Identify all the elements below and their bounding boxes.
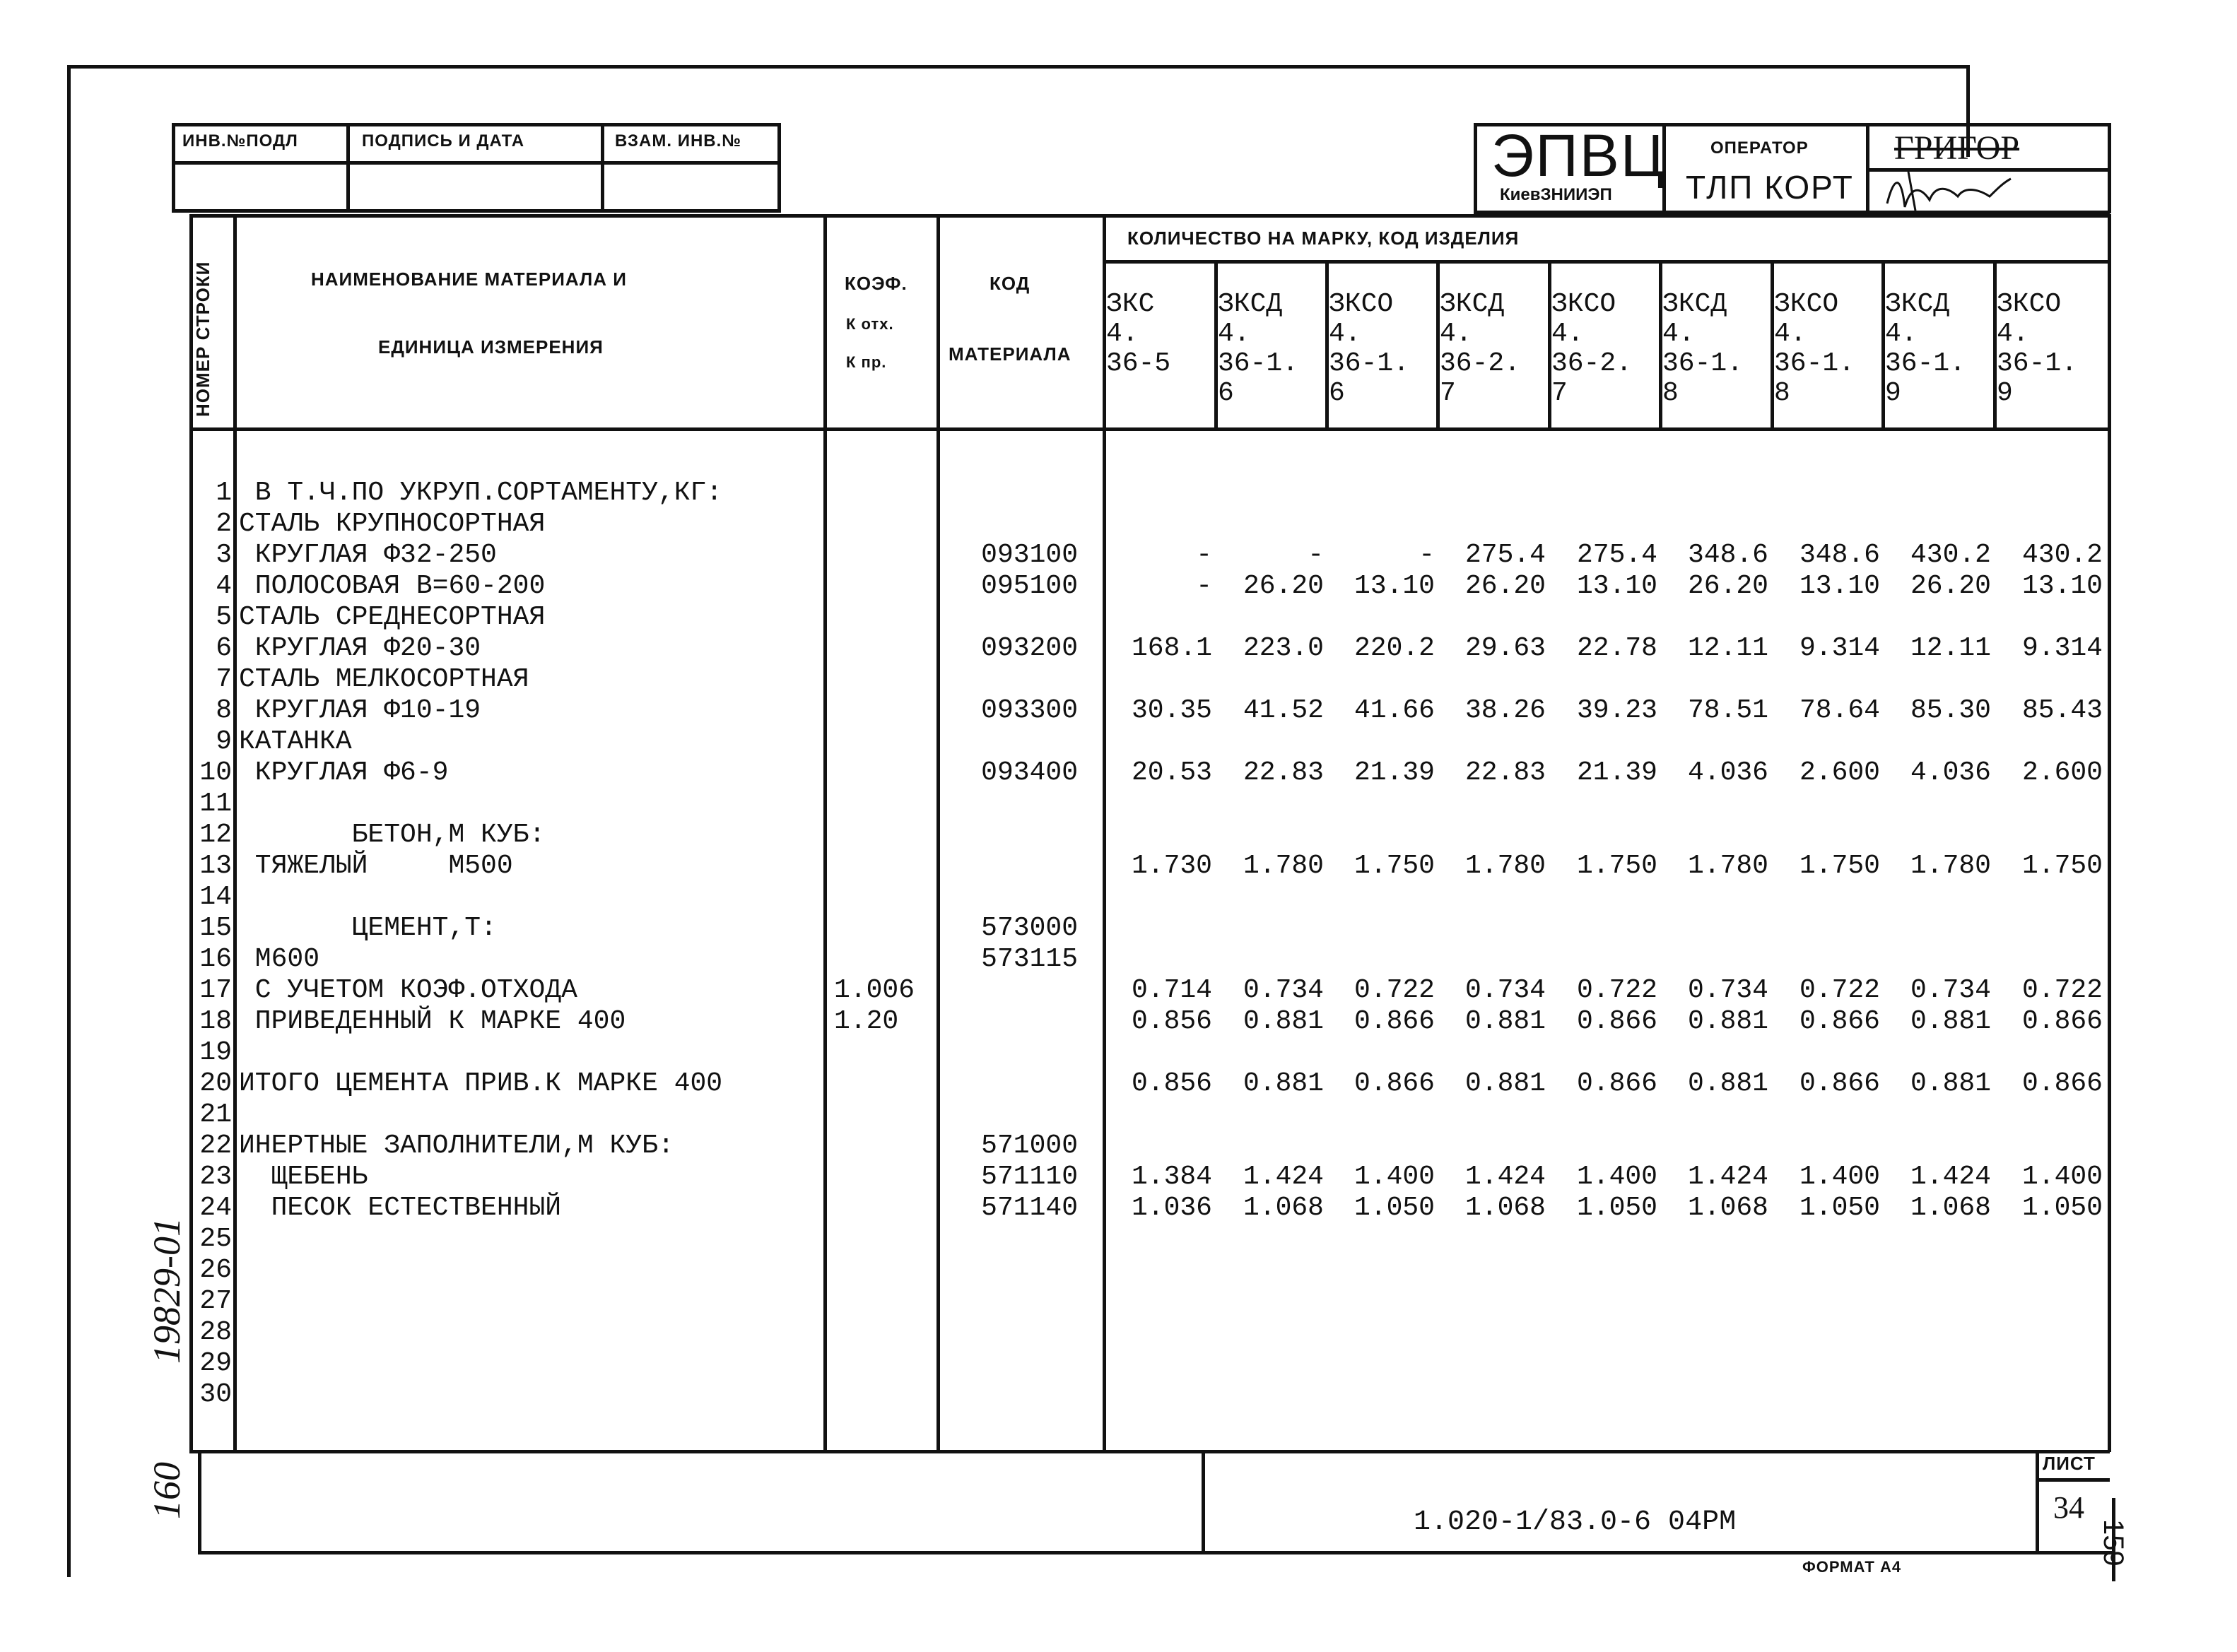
quantity-cell: 4.036 — [1687, 757, 1768, 788]
operator-label: ОПЕРАТОР — [1710, 138, 1809, 158]
row-number: 10 — [199, 757, 232, 788]
material-name: СТАЛЬ СРЕДНЕСОРТНАЯ — [239, 602, 546, 632]
quantity-cell: 1.750 — [1799, 851, 1880, 881]
mark-header-7-line-1: ЗКСО — [1774, 289, 1839, 319]
mark-header-9-line-3: 36-1. — [1997, 348, 2078, 379]
quantity-cell: 26.20 — [1687, 571, 1768, 601]
operator-value: ТЛП КОРТ — [1686, 169, 1854, 206]
material-code: 571000 — [981, 1131, 1078, 1161]
quantity-cell: - — [1419, 540, 1435, 570]
quantity-cell: 1.036 — [1131, 1193, 1212, 1223]
mark-header-5-line-3: 36-2. — [1551, 348, 1633, 379]
row-number: 29 — [199, 1348, 232, 1379]
quantity-cell: 4.036 — [1910, 757, 1991, 788]
quantity-cell: 220.2 — [1354, 633, 1435, 663]
quantity-cell: 26.20 — [1910, 571, 1991, 601]
quantity-cell: 0.881 — [1687, 1068, 1768, 1099]
quantity-cell: 1.400 — [2021, 1162, 2103, 1192]
row-number: 20 — [199, 1068, 232, 1099]
quantity-cell: 275.4 — [1576, 540, 1657, 570]
row-number: 3 — [216, 540, 232, 570]
quantity-cell: 26.20 — [1243, 571, 1324, 601]
material-name: ЦЕМЕНТ,Т: — [239, 913, 497, 943]
row-number: 1 — [216, 478, 232, 508]
quantity-cell: 0.866 — [1576, 1006, 1657, 1037]
quantity-cell: 78.51 — [1687, 695, 1768, 726]
quantity-cell: 0.881 — [1687, 1006, 1768, 1037]
quantity-cell: 1.780 — [1687, 851, 1768, 881]
row-number: 16 — [199, 944, 232, 974]
stamp-inv-podl: ИНВ.№ПОДЛ — [182, 131, 298, 151]
mark-header-7-line-3: 36-1. — [1774, 348, 1855, 379]
col-coef-header-1: КОЭФ. — [845, 273, 908, 294]
row-number: 9 — [216, 726, 232, 757]
quantity-cell: 29.63 — [1464, 633, 1546, 663]
row-number: 24 — [199, 1193, 232, 1223]
material-code: 093300 — [981, 695, 1078, 726]
row-number: 25 — [199, 1224, 232, 1254]
quantity-cell: 13.10 — [2021, 571, 2103, 601]
material-code: 093200 — [981, 633, 1078, 663]
quantity-cell: 1.050 — [1799, 1193, 1880, 1223]
quantity-cell: 0.881 — [1243, 1068, 1324, 1099]
quantity-cell: 0.734 — [1910, 975, 1991, 1005]
mark-header-3-line-1: ЗКСО — [1329, 289, 1394, 319]
quantity-cell: 0.734 — [1243, 975, 1324, 1005]
quantity-cell: 223.0 — [1243, 633, 1324, 663]
mark-header-4-line-2: 4. — [1440, 319, 1472, 349]
quantity-cell: 9.314 — [2021, 633, 2103, 663]
quantity-cell: 1.424 — [1687, 1162, 1768, 1192]
mark-header-4-line-1: ЗКСД — [1440, 289, 1505, 319]
quantity-cell: 22.83 — [1464, 757, 1546, 788]
row-number: 5 — [216, 602, 232, 632]
mark-header-9-line-2: 4. — [1997, 319, 2029, 349]
row-number: 4 — [216, 571, 232, 601]
material-name: КРУГЛАЯ Ф6-9 — [239, 757, 449, 788]
mark-header-8-line-2: 4. — [1885, 319, 1918, 349]
quantity-cell: 0.881 — [1243, 1006, 1324, 1037]
quantity-cell: 1.050 — [1576, 1193, 1657, 1223]
quantity-cell: 85.43 — [2021, 695, 2103, 726]
quantity-cell: 1.424 — [1910, 1162, 1991, 1192]
quantity-cell: 0.866 — [1799, 1006, 1880, 1037]
col-code-header-2: МАТЕРИАЛА — [949, 343, 1071, 365]
quantity-cell: 0.722 — [1799, 975, 1880, 1005]
mark-header-5-line-4: 7 — [1551, 378, 1568, 408]
quantity-cell: 1.750 — [1576, 851, 1657, 881]
mark-header-1-line-2: 4. — [1106, 319, 1139, 349]
material-code: 571110 — [981, 1162, 1078, 1192]
doc-code: 1.020-1/83.0-6 04РМ — [1414, 1506, 1737, 1538]
quantity-cell: 9.314 — [1799, 633, 1880, 663]
quantity-cell: 348.6 — [1687, 540, 1768, 570]
quantity-cell: 1.050 — [1354, 1193, 1435, 1223]
quantity-cell: 12.11 — [1910, 633, 1991, 663]
quantity-cell: 0.722 — [2021, 975, 2103, 1005]
quantity-cell: 0.881 — [1464, 1006, 1546, 1037]
quantity-cell: 1.384 — [1131, 1162, 1212, 1192]
quantity-cell: 0.866 — [2021, 1006, 2103, 1037]
side-number: 159 — [2098, 1519, 2129, 1567]
row-number: 19 — [199, 1037, 232, 1068]
quantity-cell: 0.866 — [1354, 1068, 1435, 1099]
signature-icon — [1880, 168, 2021, 218]
quantity-cell: - — [1308, 540, 1324, 570]
material-code: 573000 — [981, 913, 1078, 943]
quantity-cell: 1.780 — [1910, 851, 1991, 881]
quantity-cell: 0.881 — [1910, 1006, 1991, 1037]
quantity-cell: 0.866 — [1576, 1068, 1657, 1099]
material-code: 093400 — [981, 757, 1078, 788]
row-number: 15 — [199, 913, 232, 943]
sheet-label: ЛИСТ — [2043, 1453, 2096, 1474]
quantity-cell: 1.068 — [1243, 1193, 1324, 1223]
material-name: КАТАНКА — [239, 726, 352, 757]
material-name: КРУГЛАЯ Ф32-250 — [239, 540, 497, 570]
quantity-cell: 1.730 — [1131, 851, 1212, 881]
material-name: ТЯЖЕЛЫЙ М500 — [239, 851, 513, 881]
qty-header: КОЛИЧЕСТВО НА МАРКУ, КОД ИЗДЕЛИЯ — [1127, 228, 1520, 249]
material-name: ЩЕБЕНЬ — [239, 1162, 368, 1192]
quantity-cell: 2.600 — [1799, 757, 1880, 788]
quantity-cell: 0.866 — [2021, 1068, 2103, 1099]
quantity-cell: 0.866 — [1354, 1006, 1435, 1037]
quantity-cell: 1.400 — [1799, 1162, 1880, 1192]
quantity-cell: 1.424 — [1464, 1162, 1546, 1192]
row-number: 18 — [199, 1006, 232, 1037]
row-number: 8 — [216, 695, 232, 726]
mark-header-7-line-2: 4. — [1774, 319, 1807, 349]
quantity-cell: 0.734 — [1687, 975, 1768, 1005]
mark-header-5-line-1: ЗКСО — [1551, 289, 1616, 319]
mark-header-3-line-4: 6 — [1329, 378, 1345, 408]
mark-header-7-line-4: 8 — [1774, 378, 1790, 408]
quantity-cell: 1.780 — [1243, 851, 1324, 881]
row-number: 14 — [199, 882, 232, 912]
row-number: 21 — [199, 1099, 232, 1130]
quantity-cell: 22.78 — [1576, 633, 1657, 663]
row-number: 7 — [216, 664, 232, 695]
coefficient: 1.006 — [834, 975, 915, 1005]
format-label: ФОРМАТ А4 — [1802, 1558, 1902, 1576]
quantity-cell: - — [1196, 571, 1212, 601]
sheet-number: 34 — [2053, 1490, 2084, 1525]
material-name: ИНЕРТНЫЕ ЗАПОЛНИТЕЛИ,М КУБ: — [239, 1131, 674, 1161]
quantity-cell: 0.714 — [1131, 975, 1212, 1005]
col-coef-header-2: К отх. — [846, 315, 894, 333]
material-name: БЕТОН,М КУБ: — [239, 820, 546, 850]
material-code: 093100 — [981, 540, 1078, 570]
quantity-cell: 1.780 — [1464, 851, 1546, 881]
mark-header-6-line-2: 4. — [1662, 319, 1695, 349]
quantity-cell: 26.20 — [1464, 571, 1546, 601]
row-number: 13 — [199, 851, 232, 881]
mark-header-3-line-2: 4. — [1329, 319, 1361, 349]
quantity-cell: 41.66 — [1354, 695, 1435, 726]
quantity-cell: 13.10 — [1354, 571, 1435, 601]
quantity-cell: 85.30 — [1910, 695, 1991, 726]
material-name: ПРИВЕДЕННЫЙ К МАРКЕ 400 — [239, 1006, 626, 1037]
quantity-cell: 168.1 — [1131, 633, 1212, 663]
mark-header-2-line-1: ЗКСД — [1218, 289, 1283, 319]
row-number: 28 — [199, 1317, 232, 1347]
quantity-cell: 348.6 — [1799, 540, 1880, 570]
mark-header-1-line-1: ЗКС — [1106, 289, 1155, 319]
row-number: 2 — [216, 509, 232, 539]
quantity-cell: 1.400 — [1354, 1162, 1435, 1192]
quantity-cell: 39.23 — [1576, 695, 1657, 726]
material-name: В Т.Ч.ПО УКРУП.СОРТАМЕНТУ,КГ: — [239, 478, 723, 508]
material-name: С УЧЕТОМ КОЭФ.ОТХОДА — [239, 975, 577, 1005]
material-name: ИТОГО ЦЕМЕНТА ПРИВ.К МАРКЕ 400 — [239, 1068, 723, 1099]
row-number: 11 — [199, 789, 232, 819]
row-number: 27 — [199, 1286, 232, 1316]
stamp-podpis-data: ПОДПИСЬ И ДАТА — [362, 131, 525, 151]
quantity-cell: 41.52 — [1243, 695, 1324, 726]
quantity-cell: 13.10 — [1576, 571, 1657, 601]
mark-header-2-line-4: 6 — [1218, 378, 1234, 408]
quantity-cell: 1.750 — [1354, 851, 1435, 881]
col-rownum-header: НОМЕР СТРОКИ — [192, 261, 213, 417]
quantity-cell: 38.26 — [1464, 695, 1546, 726]
quantity-cell: 22.83 — [1243, 757, 1324, 788]
quantity-cell: 0.881 — [1464, 1068, 1546, 1099]
mark-header-6-line-1: ЗКСД — [1662, 289, 1727, 319]
quantity-cell: 275.4 — [1464, 540, 1546, 570]
quantity-cell: 0.722 — [1354, 975, 1435, 1005]
material-name: ПОЛОСОВАЯ В=60-200 — [239, 571, 546, 601]
mark-header-9-line-1: ЗКСО — [1997, 289, 2062, 319]
material-code: 571140 — [981, 1193, 1078, 1223]
coefficient: 1.20 — [834, 1006, 899, 1037]
material-code: 095100 — [981, 571, 1078, 601]
quantity-cell: 21.39 — [1354, 757, 1435, 788]
col-coef-header-3: К пр. — [846, 353, 887, 371]
org-subtitle: КиевЗНИИЭП — [1500, 185, 1612, 204]
mark-header-4-line-4: 7 — [1440, 378, 1456, 408]
quantity-cell: 1.068 — [1464, 1193, 1546, 1223]
mark-header-9-line-4: 9 — [1997, 378, 2013, 408]
quantity-cell: 78.64 — [1799, 695, 1880, 726]
quantity-cell: 430.2 — [2021, 540, 2103, 570]
margin-num: 160 — [146, 1462, 188, 1519]
margin-note: 19829-01 — [146, 1217, 188, 1364]
quantity-cell: 0.856 — [1131, 1068, 1212, 1099]
mark-header-8-line-4: 9 — [1885, 378, 1901, 408]
material-name: СТАЛЬ КРУПНОСОРТНАЯ — [239, 509, 546, 539]
quantity-cell: 21.39 — [1576, 757, 1657, 788]
row-number: 30 — [199, 1379, 232, 1410]
operator-name: ГРИГОР — [1894, 129, 2020, 167]
quantity-cell: 1.424 — [1243, 1162, 1324, 1192]
row-number: 23 — [199, 1162, 232, 1192]
quantity-cell: 1.068 — [1910, 1193, 1991, 1223]
quantity-cell: 2.600 — [2021, 757, 2103, 788]
quantity-cell: 30.35 — [1131, 695, 1212, 726]
quantity-cell: 0.866 — [1799, 1068, 1880, 1099]
mark-header-8-line-3: 36-1. — [1885, 348, 1966, 379]
mark-header-8-line-1: ЗКСД — [1885, 289, 1950, 319]
mark-header-2-line-2: 4. — [1218, 319, 1250, 349]
quantity-cell: 1.400 — [1576, 1162, 1657, 1192]
col-code-header-1: КОД — [990, 273, 1031, 294]
mark-header-6-line-4: 8 — [1662, 378, 1679, 408]
mark-header-3-line-3: 36-1. — [1329, 348, 1410, 379]
quantity-cell: 0.856 — [1131, 1006, 1212, 1037]
quantity-cell: 0.734 — [1464, 975, 1546, 1005]
row-number: 26 — [199, 1255, 232, 1285]
material-name: КРУГЛАЯ Ф20-30 — [239, 633, 481, 663]
row-number: 6 — [216, 633, 232, 663]
row-number: 22 — [199, 1131, 232, 1161]
stamp-vzam-inv: ВЗАМ. ИНВ.№ — [615, 131, 742, 151]
quantity-cell: 430.2 — [1910, 540, 1991, 570]
mark-header-4-line-3: 36-2. — [1440, 348, 1521, 379]
col-name-header-1: НАИМЕНОВАНИЕ МАТЕРИАЛА И — [311, 269, 627, 290]
mark-header-1-line-3: 36-5 — [1106, 348, 1171, 379]
mark-header-2-line-3: 36-1. — [1218, 348, 1299, 379]
row-number: 12 — [199, 820, 232, 850]
quantity-cell: - — [1196, 540, 1212, 570]
material-name: М600 — [239, 944, 320, 974]
org-title: ЭПВЦ — [1491, 122, 1666, 189]
mark-header-6-line-3: 36-1. — [1662, 348, 1744, 379]
quantity-cell: 13.10 — [1799, 571, 1880, 601]
row-number: 17 — [199, 975, 232, 1005]
material-code: 573115 — [981, 944, 1078, 974]
material-name: ПЕСОК ЕСТЕСТВЕННЫЙ — [239, 1193, 562, 1223]
quantity-cell: 0.881 — [1910, 1068, 1991, 1099]
quantity-cell: 12.11 — [1687, 633, 1768, 663]
quantity-cell: 1.068 — [1687, 1193, 1768, 1223]
quantity-cell: 1.050 — [2021, 1193, 2103, 1223]
mark-header-5-line-2: 4. — [1551, 319, 1584, 349]
quantity-cell: 20.53 — [1131, 757, 1212, 788]
quantity-cell: 0.722 — [1576, 975, 1657, 1005]
col-name-header-2: ЕДИНИЦА ИЗМЕРЕНИЯ — [378, 336, 604, 358]
material-name: КРУГЛАЯ Ф10-19 — [239, 695, 481, 726]
quantity-cell: 1.750 — [2021, 851, 2103, 881]
material-name: СТАЛЬ МЕЛКОСОРТНАЯ — [239, 664, 529, 695]
